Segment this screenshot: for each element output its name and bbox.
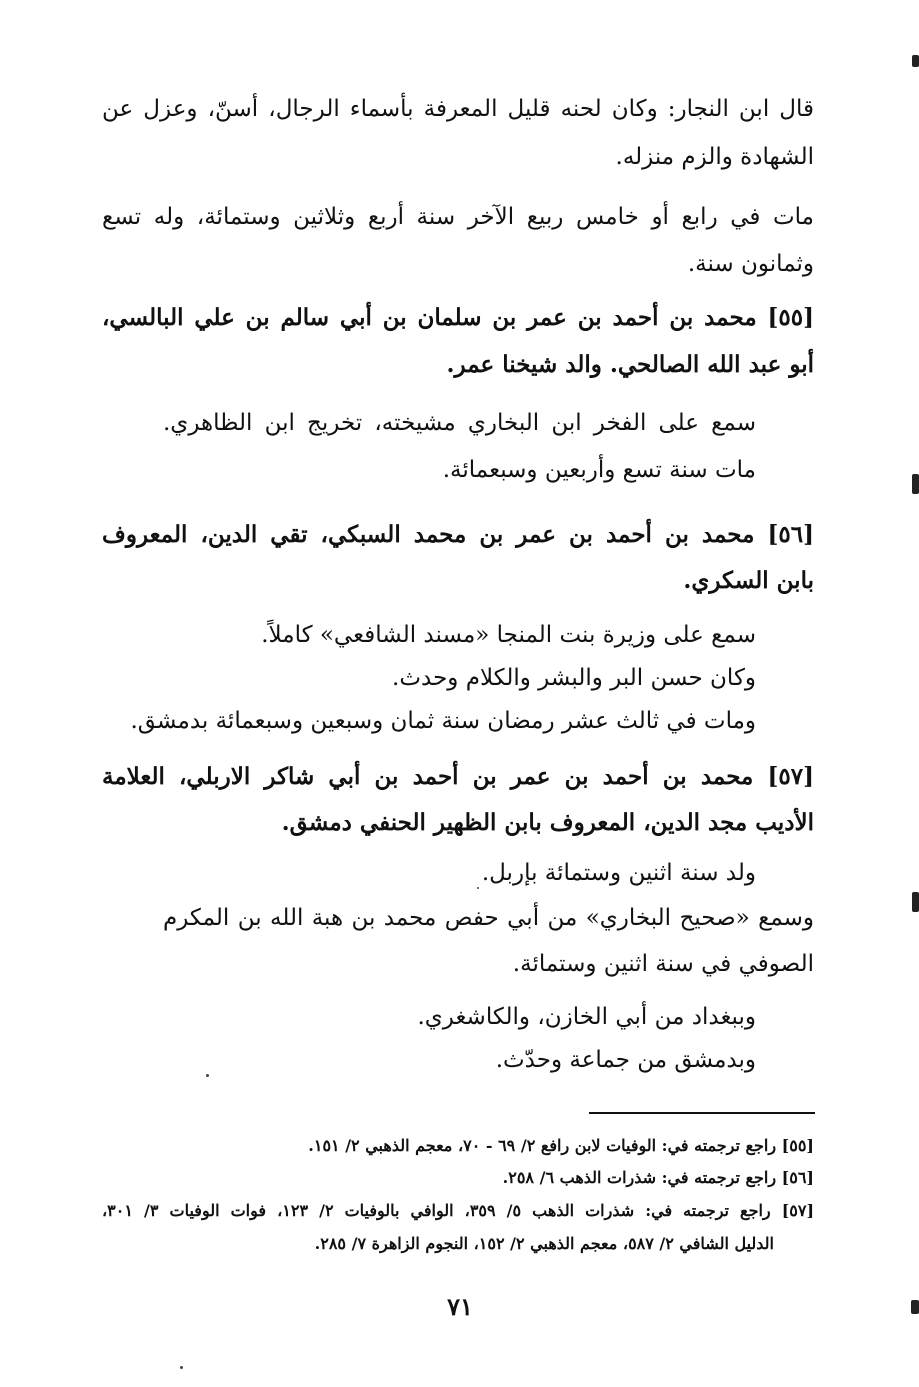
scan-speck — [180, 1366, 183, 1369]
footnote-57: [٥٧] راجع ترجمته في: شذرات الذهب ٥/ ٣٥٩، الوافي بالوفيات ٢/ ١٢٣، فوات الوفيات ٣/ ٣٠١، — [102, 1201, 815, 1220]
text-line: سمع على الفخر ابن البخاري مشيخته، تخريج ابن الظاهري. — [163, 410, 756, 436]
text-line: وسمع «صحيح البخاري» من أبي حفص محمد بن هبة الله بن المكرم — [163, 905, 814, 931]
text-line: وثمانون سنة. — [687, 251, 814, 277]
entry-heading-55: [٥٥] محمد بن أحمد بن عمر بن سلمان بن أبي سالم بن علي البالسي، — [102, 304, 814, 331]
footnote-56: [٥٦] راجع ترجمته في: شذرات الذهب ٦/ ٢٥٨. — [502, 1168, 814, 1187]
text-line: مات سنة تسع وأربعين وسبعمائة. — [442, 457, 756, 483]
entry-heading-57-cont: الأديب مجد الدين، المعروف بابن الظهير الحنفي دمشق. — [281, 809, 814, 836]
entry-heading-56: [٥٦] محمد بن أحمد بن عمر بن محمد السبكي، تقي الدين، المعروف — [102, 521, 814, 548]
page-number: ٧١ — [447, 1292, 473, 1321]
footnote-separator — [589, 1112, 815, 1114]
footnote-55: [٥٥] راجع ترجمته في: الوفيات لابن رافع ٢/ ٦٩ - ٧٠، معجم الذهبي ٢/ ١٥١. — [308, 1136, 814, 1155]
scan-edge-mark — [911, 1300, 919, 1314]
text-line: ولد سنة اثنين وستمائة بإربل. — [481, 860, 756, 886]
text-line: الصوفي في سنة اثنين وستمائة. — [512, 951, 814, 977]
text-line: وبدمشق من جماعة وحدّث. — [495, 1047, 756, 1073]
text-line: الشهادة والزم منزله. — [615, 144, 814, 170]
entry-heading-55-cont: أبو عبد الله الصالحي. والد شيخنا عمر. — [446, 351, 814, 378]
footnote-57-cont: الدليل الشافي ٢/ ٥٨٧، معجم الذهبي ٢/ ١٥٢، النجوم الزاهرة ٧/ ٢٨٥. — [314, 1234, 774, 1253]
entry-heading-56-cont: بابن السكري. — [683, 567, 814, 594]
scan-speck — [206, 1074, 209, 1077]
text-line: وكان حسن البر والبشر والكلام وحدث. — [392, 665, 756, 691]
scan-edge-mark — [912, 55, 919, 67]
text-line: قال ابن النجار: وكان لحنه قليل المعرفة بأسماء الرجال، أسنّ، وعزل عن — [102, 96, 814, 122]
entry-heading-57: [٥٧] محمد بن أحمد بن عمر بن أحمد بن أبي شاكر الاربلي، العلامة — [102, 763, 814, 790]
scan-edge-mark — [912, 474, 919, 494]
text-line: وببغداد من أبي الخازن، والكاشغري. — [417, 1004, 756, 1030]
scan-speck — [477, 887, 479, 889]
text-line: مات في رابع أو خامس ربيع الآخر سنة أربع وثلاثين وستمائة، وله تسع — [102, 204, 814, 230]
scan-edge-mark — [912, 892, 919, 912]
text-line: سمع على وزيرة بنت المنجا «مسند الشافعي» كاملاً. — [261, 622, 756, 648]
text-line: ومات في ثالث عشر رمضان سنة ثمان وسبعين وسبعمائة بدمشق. — [130, 708, 756, 734]
